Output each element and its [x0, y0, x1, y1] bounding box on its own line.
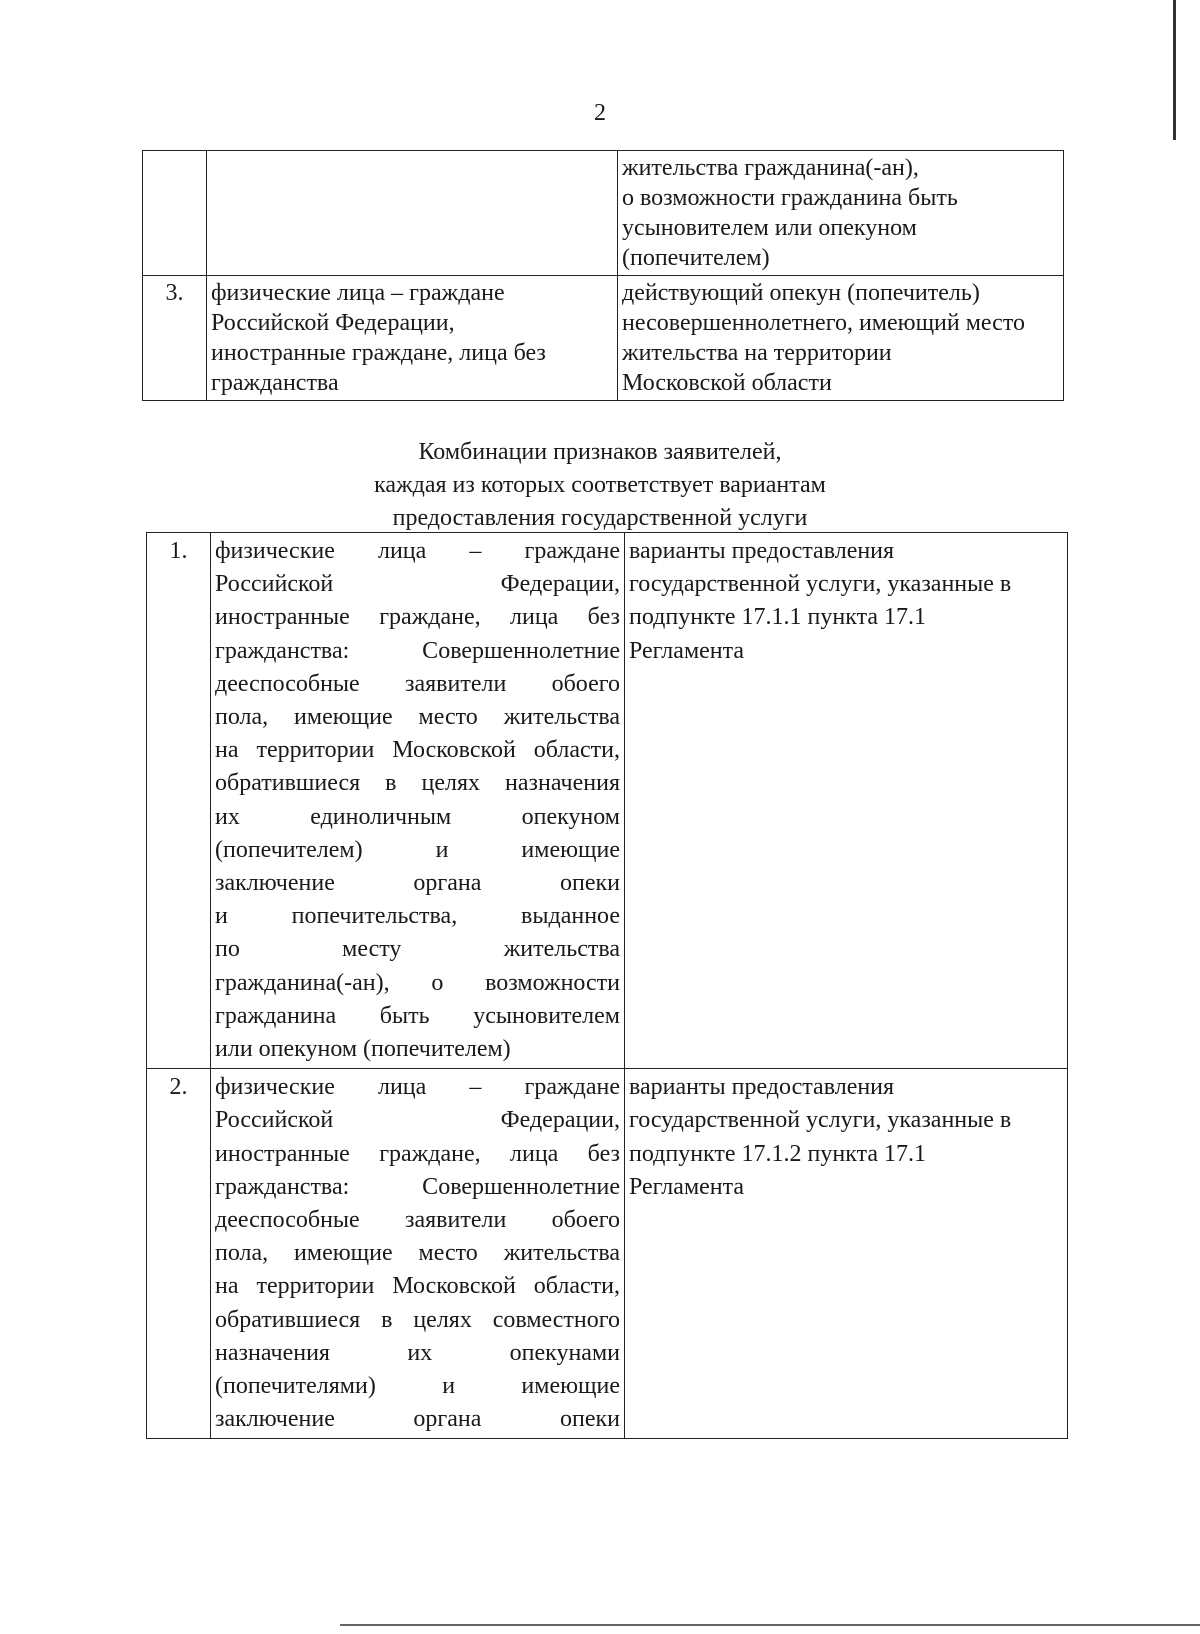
- cell-line: гражданства: Совершеннолетние: [215, 637, 620, 664]
- cell-line: заключение органа опеки: [215, 1406, 620, 1433]
- cell-line: (попечителями) и имеющие: [215, 1373, 620, 1400]
- cell-line: жительства на территории: [622, 340, 892, 366]
- cell-line: пола, имеющие место жительства: [215, 704, 620, 731]
- cell-line: действующий опекун (попечитель): [622, 280, 980, 306]
- cell-line: дееспособные заявители обоего: [215, 1207, 620, 1234]
- cell-line: их единоличным опекуном: [215, 803, 620, 830]
- cell-line: подпункте 17.1.1 пункта 17.1: [629, 604, 926, 631]
- table-row: [147, 1069, 1068, 1439]
- cell-line: физические лица – граждане: [211, 280, 505, 306]
- cell-line: государственной услуги, указанные в: [629, 571, 1012, 598]
- page-number: 2: [594, 100, 606, 126]
- cell-line: по месту жительства: [215, 936, 620, 963]
- applicants-table-continued: [142, 150, 1064, 401]
- service-variant-cell: [625, 533, 1068, 1069]
- table-row: [143, 276, 1064, 401]
- cell-line: (попечителем) и имеющие: [215, 836, 620, 863]
- table-row: [147, 533, 1068, 1069]
- cell-line: варианты предоставления: [629, 1074, 895, 1101]
- row-number: 1.: [147, 533, 211, 1069]
- cell-line: гражданина быть усыновителем: [215, 1002, 620, 1029]
- cell-line: Регламента: [629, 637, 745, 664]
- table-row: [143, 151, 1064, 276]
- cell-line: варианты предоставления: [629, 538, 895, 564]
- cell-line: пола, имеющие место жительства: [215, 1240, 620, 1267]
- cell-line: на территории Московской области,: [215, 737, 620, 764]
- cell-line: (попечителем): [622, 245, 770, 271]
- cell-line: жительства гражданина(-ан),: [622, 155, 919, 181]
- applicant-attribute-cell: [618, 276, 1064, 401]
- combinations-table: [146, 532, 1068, 1439]
- cell-line: обратившиеся в целях назначения: [215, 770, 620, 797]
- section-title: [0, 436, 1200, 535]
- cell-line: дееспособные заявители обоего: [215, 670, 620, 697]
- cell-line: о возможности гражданина быть: [622, 185, 958, 211]
- cell-line: Московской области: [622, 370, 832, 396]
- cell-line: заключение органа опеки: [215, 870, 620, 897]
- cell-line: усыновителем или опекуном: [622, 215, 917, 241]
- applicant-category-cell: [207, 276, 618, 401]
- cell-line: физические лица – граждане: [215, 1074, 620, 1101]
- section-title-line: каждая из которых соответствует вариантам: [374, 472, 826, 498]
- cell-line: Российской Федерации,: [215, 571, 620, 598]
- cell-line: иностранные граждане, лица без: [215, 1140, 620, 1167]
- row-number: 3.: [143, 276, 207, 401]
- cell-line: несовершеннолетнего, имеющий место: [622, 310, 1025, 336]
- cell-line: гражданина(-ан), о возможности: [215, 969, 620, 996]
- applicant-combination-cell: [211, 1069, 625, 1439]
- section-title-line: предоставления государственной услуги: [392, 505, 808, 531]
- cell-line: на территории Московской области,: [215, 1273, 620, 1300]
- cell-line: подпункте 17.1.2 пункта 17.1: [629, 1140, 926, 1167]
- row-number: 2.: [147, 1069, 211, 1439]
- cell-line: или опекуном (попечителем): [215, 1036, 511, 1063]
- service-variant-cell: [625, 1069, 1068, 1439]
- cell-line: назначения их опекунами: [215, 1339, 620, 1366]
- cell-line: физические лица – граждане: [215, 538, 620, 564]
- applicant-attribute-cell: [618, 151, 1064, 276]
- row-number: [143, 151, 207, 276]
- applicant-category-cell: [207, 151, 618, 276]
- cell-line: государственной услуги, указанные в: [629, 1107, 1012, 1134]
- section-title-line: Комбинации признаков заявителей,: [418, 439, 782, 465]
- scan-bottom-edge: [340, 1624, 1200, 1626]
- cell-line: Российской Федерации,: [211, 310, 455, 336]
- cell-line: Российской Федерации,: [215, 1107, 620, 1134]
- cell-line: гражданства: [211, 370, 339, 396]
- cell-line: иностранные граждане, лица без: [211, 340, 546, 366]
- cell-line: Регламента: [629, 1173, 745, 1200]
- applicant-combination-cell: [211, 533, 625, 1069]
- cell-line: и попечительства, выданное: [215, 903, 620, 930]
- cell-line: обратившиеся в целях совместного: [215, 1306, 620, 1333]
- cell-line: гражданства: Совершеннолетние: [215, 1173, 620, 1200]
- cell-line: иностранные граждане, лица без: [215, 604, 620, 631]
